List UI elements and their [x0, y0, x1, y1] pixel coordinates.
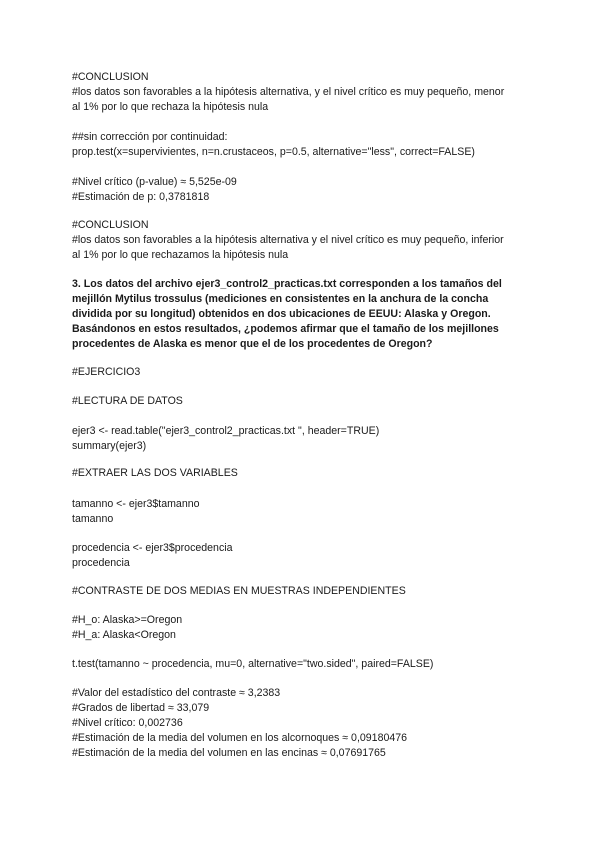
text-line: #EJERCICIO3 — [72, 366, 141, 378]
results-block-2 — [72, 686, 532, 761]
data-reading-heading — [72, 394, 532, 409]
text-line: #Valor del estadístico del contraste ≈ 3,2383 — [72, 687, 281, 699]
text-line: #EXTRAER LAS DOS VARIABLES — [72, 467, 238, 479]
text-line: 3. Los datos del archivo ejer3_control2_practicas.txt corresponden a los tamaños del — [72, 278, 502, 290]
hypotheses-block — [72, 613, 532, 643]
text-line: #Estimación de la media del volumen en los alcornoques ≈ 0,09180476 — [72, 732, 408, 744]
results-block-1 — [72, 175, 532, 205]
two-means-test-heading — [72, 584, 532, 599]
text-line: summary(ejer3) — [72, 440, 147, 452]
code-block-tamanno — [72, 497, 532, 527]
conclusion-block-2 — [72, 218, 532, 263]
text-line: #Estimación de p: 0,3781818 — [72, 191, 210, 203]
text-line: #CONCLUSION — [72, 219, 149, 231]
text-line: #Grados de libertad ≈ 33,079 — [72, 702, 210, 714]
code-block-procedencia — [72, 541, 532, 571]
text-line: mejillón Mytilus trossulus (mediciones en consistentes en la anchura de la concha — [72, 293, 489, 305]
text-line: al 1% por lo que rechaza la hipótesis nula — [72, 101, 269, 113]
text-line: procedentes de Alaska es menor que el de los procedentes de Oregon? — [72, 338, 433, 350]
conclusion-block-1 — [72, 70, 532, 115]
text-line: tamanno — [72, 513, 114, 525]
code-block-t-test — [72, 657, 532, 672]
text-line: ejer3 <- read.table("ejer3_control2_practicas.txt ", header=TRUE) — [72, 425, 380, 437]
text-line: #H_a: Alaska<Oregon — [72, 629, 176, 641]
text-line: #los datos son favorables a la hipótesis alternativa y el nivel crítico es muy pequeño, inferior — [72, 234, 504, 246]
text-line: ##sin corrección por continuidad: — [72, 131, 228, 143]
extract-variables-heading — [72, 466, 532, 481]
text-line: #los datos son favorables a la hipótesis alternativa, y el nivel crítico es muy pequeño, menor — [72, 86, 505, 98]
text-line: #CONTRASTE DE DOS MEDIAS EN MUESTRAS INDEPENDIENTES — [72, 585, 406, 597]
text-line: #Estimación de la media del volumen en las encinas ≈ 0,07691765 — [72, 747, 386, 759]
exercise-3-statement — [72, 277, 532, 352]
text-line: tamanno <- ejer3$tamanno — [72, 498, 200, 510]
text-line: t.test(tamanno ~ procedencia, mu=0, alternative="two.sided", paired=FALSE) — [72, 658, 434, 670]
text-line: #Nivel crítico (p-value) ≈ 5,525e-09 — [72, 176, 237, 188]
code-block-prop-test — [72, 130, 532, 160]
text-line: Basándonos en estos resultados, ¿podemos afirmar que el tamaño de los mejillones — [72, 323, 499, 335]
text-line: prop.test(x=supervivientes, n=n.crustaceos, p=0.5, alternative="less", correct=FALSE) — [72, 146, 475, 158]
code-block-read-table — [72, 424, 532, 454]
text-line: al 1% por lo que rechazamos la hipótesis nula — [72, 249, 289, 261]
text-line: procedencia — [72, 557, 130, 569]
text-line: #LECTURA DE DATOS — [72, 395, 183, 407]
exercise-3-heading — [72, 365, 532, 380]
text-line: dividida por su longitud) obtenidos en dos ubicaciones de EEUU: Alaska y Oregon. — [72, 308, 491, 320]
text-line: #CONCLUSION — [72, 71, 149, 83]
text-line: #H_o: Alaska>=Oregon — [72, 614, 183, 626]
text-line: #Nivel crítico: 0,002736 — [72, 717, 183, 729]
text-line: procedencia <- ejer3$procedencia — [72, 542, 233, 554]
